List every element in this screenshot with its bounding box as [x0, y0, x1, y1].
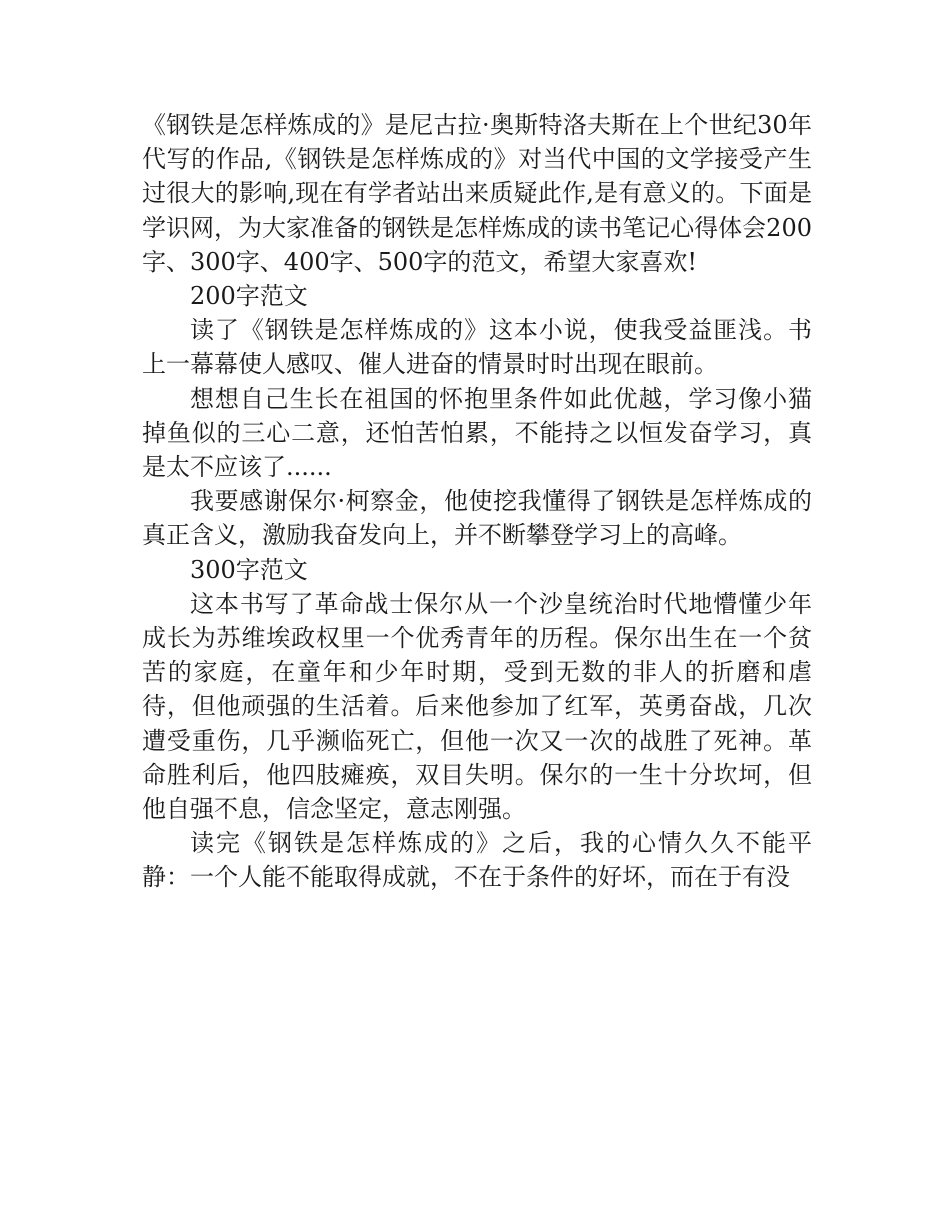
paragraph: 想想自己生长在祖国的怀抱里条件如此优越，学习像小猫掉鱼似的三心二意，还怕苦怕累，不能持之以恒发奋学习，真是太不应该了......: [142, 384, 812, 482]
paragraph: 这本书写了革命战士保尔从一个沙皇统治时代地懵懂少年成长为苏维埃政权里一个优秀青年的历程。保尔出生在一个贫苦的家庭，在童年和少年时期，受到无数的非人的折磨和虐待，但他顽强的生活着。后来他参加了红军，英勇奋战，几次遭受重伤，几乎濒临死亡，但他一次又一次的战胜了死神。革命胜利后，他四肢瘫痪，双目失明。保尔的一生十分坎坷，但他自强不息，信念坚定，意志刚强。: [142, 589, 812, 824]
section-heading-300: 300字范文: [190, 555, 308, 584]
section-heading-200: 200字范文: [190, 282, 308, 311]
intro-paragraph: 《钢铁是怎样炼成的》是尼古拉·奥斯特洛夫斯在上个世纪30年代写的作品,《钢铁是怎样炼成的》对当代中国的文学接受产生过很大的影响,现在有学者站出来质疑此作,是有意义的。下面是学识网，为大家准备的钢铁是怎样炼成的读书笔记心得体会200字、300字、400字、500字的范文，希望大家喜欢!: [142, 111, 812, 276]
paragraph: 读了《钢铁是怎样炼成的》这本小说，使我受益匪浅。书上一幕幕使人感叹、催人进奋的情景时时出现在眼前。: [142, 316, 812, 379]
document-page: [142, 108, 812, 895]
paragraph: 我要感谢保尔·柯察金，他使挖我懂得了钢铁是怎样炼成的真正含义，激励我奋发向上，并不断攀登学习上的高峰。: [142, 487, 812, 550]
paragraph: 读完《钢铁是怎样炼成的》之后，我的心情久久不能平静：一个人能不能取得成就，不在于条件的好坏，而在于有没: [142, 829, 812, 892]
